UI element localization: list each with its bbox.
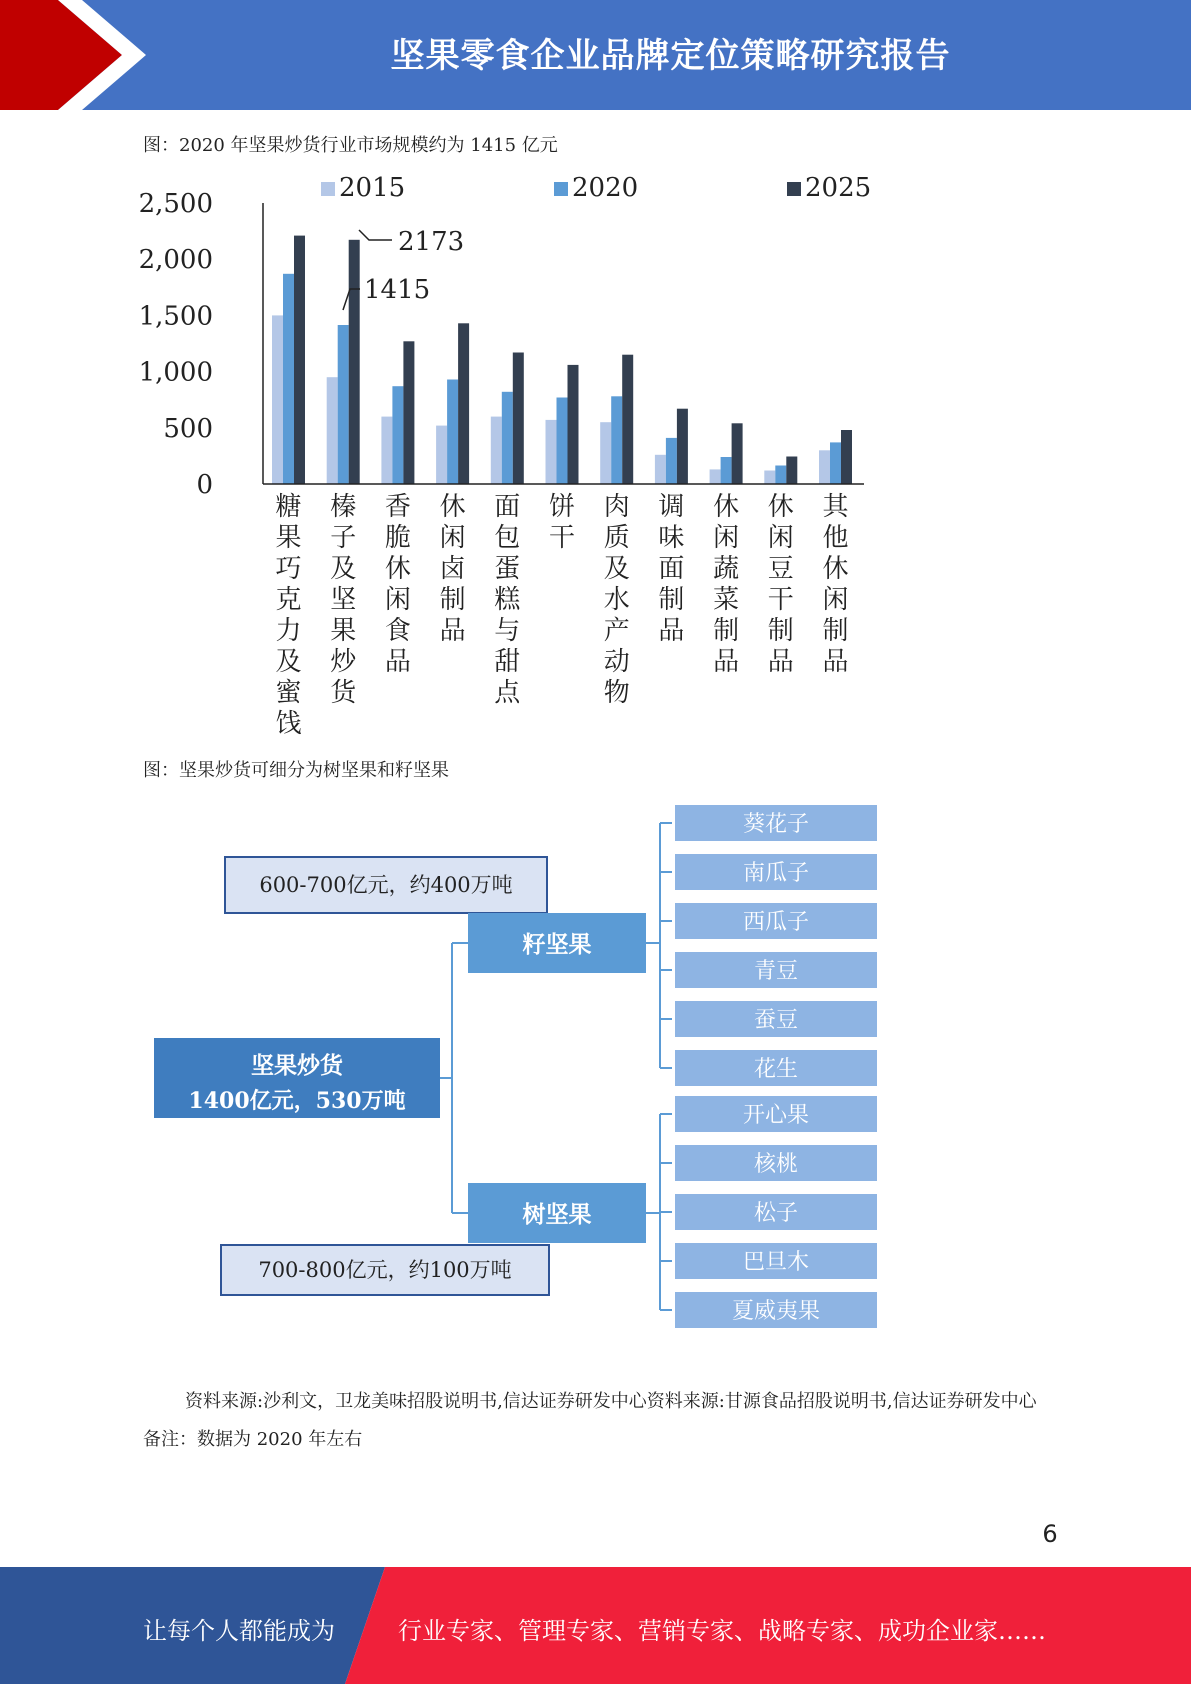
- bar-2025-7: [677, 409, 688, 484]
- y-tick-label: 2,500: [138, 189, 213, 219]
- x-tick-label-0: 糖果巧克力及蜜饯: [275, 492, 302, 739]
- tree-leaf-label-0: 开心果: [742, 1103, 810, 1128]
- legend-label-2015: 2015: [339, 175, 406, 203]
- root-node-label: 坚果炒货: [251, 1053, 343, 1079]
- annotation-1415: 1415: [364, 275, 431, 305]
- bar-2015-3: [436, 426, 447, 484]
- x-tick-label-7: 调味面制品: [658, 492, 685, 646]
- y-tick-label: 1,000: [138, 357, 213, 388]
- seed-leaf-label-5: 花生: [753, 1057, 799, 1082]
- bar-2025-10: [841, 430, 852, 484]
- bar-2015-7: [655, 455, 666, 484]
- bar-2020-4: [502, 392, 513, 484]
- tree-leaf-label-4: 夏威夷果: [731, 1299, 821, 1324]
- x-tick-label-8: 休闲蔬菜制品: [713, 492, 740, 677]
- y-tick-label: 500: [163, 413, 213, 444]
- chart-caption: 图：2020 年坚果炒货行业市场规模约为 1415 亿元: [143, 135, 558, 156]
- bar-2020-7: [666, 438, 677, 484]
- seed-nut-label: 籽坚果: [522, 932, 592, 958]
- bar-2015-0: [272, 315, 283, 484]
- x-tick-label-1: 榛子及坚果炒货: [330, 492, 357, 708]
- bar-2025-6: [622, 355, 633, 484]
- x-tick-label-9: 休闲豆干制品: [767, 492, 794, 677]
- footer-slogan-left: 让每个人都能成为: [143, 1617, 335, 1645]
- bar-2020-1: [338, 325, 349, 484]
- x-tick-label-4: 面包蛋糕与甜点: [494, 492, 521, 708]
- source-note: 资料来源:沙利文，卫龙美味招股说明书,信达证券研发中心资料来源:甘源食品招股说明书,信达证券研发中心备注：数据为 2020 年左右: [143, 1391, 1037, 1450]
- seed-leaf-label-2: 西瓜子: [742, 910, 810, 935]
- legend-label-2020: 2020: [572, 175, 639, 203]
- annotation-2173: 2173: [398, 227, 465, 257]
- y-tick-label: 2,000: [138, 245, 213, 276]
- market-size-chart: [130, 175, 890, 745]
- bar-2015-6: [600, 422, 611, 484]
- bar-2025-4: [513, 353, 524, 485]
- bar-2015-4: [491, 417, 502, 484]
- y-tick-label: 0: [196, 470, 213, 500]
- bar-2020-2: [392, 386, 403, 484]
- x-tick-label-2: 香脆休闲食品: [384, 492, 411, 677]
- page-number: 6: [1042, 1520, 1058, 1548]
- annotation-leader-2173: [359, 230, 392, 240]
- tree-leaf-label-2: 松子: [753, 1201, 799, 1226]
- page-footer: [0, 1567, 1191, 1684]
- bar-2025-3: [458, 323, 469, 484]
- bar-2015-5: [546, 420, 557, 484]
- bar-2015-10: [819, 450, 830, 484]
- y-tick-label: 1,500: [138, 301, 213, 332]
- tree-leaf-label-1: 核桃: [753, 1152, 799, 1177]
- bar-2015-2: [381, 417, 392, 484]
- legend-swatch-2025: [787, 182, 801, 196]
- bar-2025-9: [786, 457, 797, 485]
- report-title: 坚果零食企业品牌定位策略研究报告: [390, 36, 951, 76]
- root-node-stat: 1400亿元，530万吨: [188, 1088, 406, 1114]
- bar-2025-2: [403, 341, 414, 484]
- bar-2015-1: [327, 377, 338, 484]
- tree-leaf-label-3: 巴旦木: [742, 1250, 810, 1275]
- bar-2015-9: [764, 471, 775, 485]
- bar-2020-0: [283, 274, 294, 484]
- seed-leaf-label-0: 葵花子: [742, 812, 810, 837]
- page-header: [0, 0, 1191, 110]
- bar-2015-8: [710, 469, 721, 484]
- footer-slogan-right: 行业专家、管理专家、营销专家、战略专家、成功企业家……: [398, 1617, 1046, 1645]
- nut-category-diagram: [0, 790, 1191, 1340]
- diagram-caption: 图：坚果炒货可细分为树坚果和籽坚果: [143, 760, 449, 781]
- bar-2020-5: [557, 398, 568, 485]
- seed-leaf-label-4: 蚕豆: [753, 1008, 799, 1033]
- bar-2020-8: [721, 457, 732, 484]
- bar-2020-9: [775, 466, 786, 485]
- bar-2025-5: [568, 365, 579, 484]
- legend-swatch-2015: [321, 182, 335, 196]
- bar-2025-1: [349, 240, 360, 484]
- bar-2020-6: [611, 396, 622, 484]
- x-tick-label-6: 肉质及水产动物: [603, 492, 630, 708]
- tree-stat-text: 700-800亿元，约100万吨: [258, 1258, 512, 1282]
- x-tick-label-3: 休闲卤制品: [439, 492, 466, 646]
- bar-2025-8: [732, 423, 743, 484]
- tree-nut-label: 树坚果: [522, 1202, 592, 1228]
- legend-label-2025: 2025: [805, 175, 872, 203]
- x-tick-label-10: 其他休闲制品: [822, 492, 849, 677]
- seed-stat-text: 600-700亿元，约400万吨: [259, 873, 513, 897]
- seed-leaf-label-3: 青豆: [753, 959, 799, 984]
- bar-2025-0: [294, 236, 305, 484]
- bar-2020-10: [830, 442, 841, 484]
- legend-swatch-2020: [554, 182, 568, 196]
- seed-leaf-label-1: 南瓜子: [742, 861, 810, 886]
- x-tick-label-5: 饼干: [548, 492, 576, 553]
- bar-2020-3: [447, 380, 458, 485]
